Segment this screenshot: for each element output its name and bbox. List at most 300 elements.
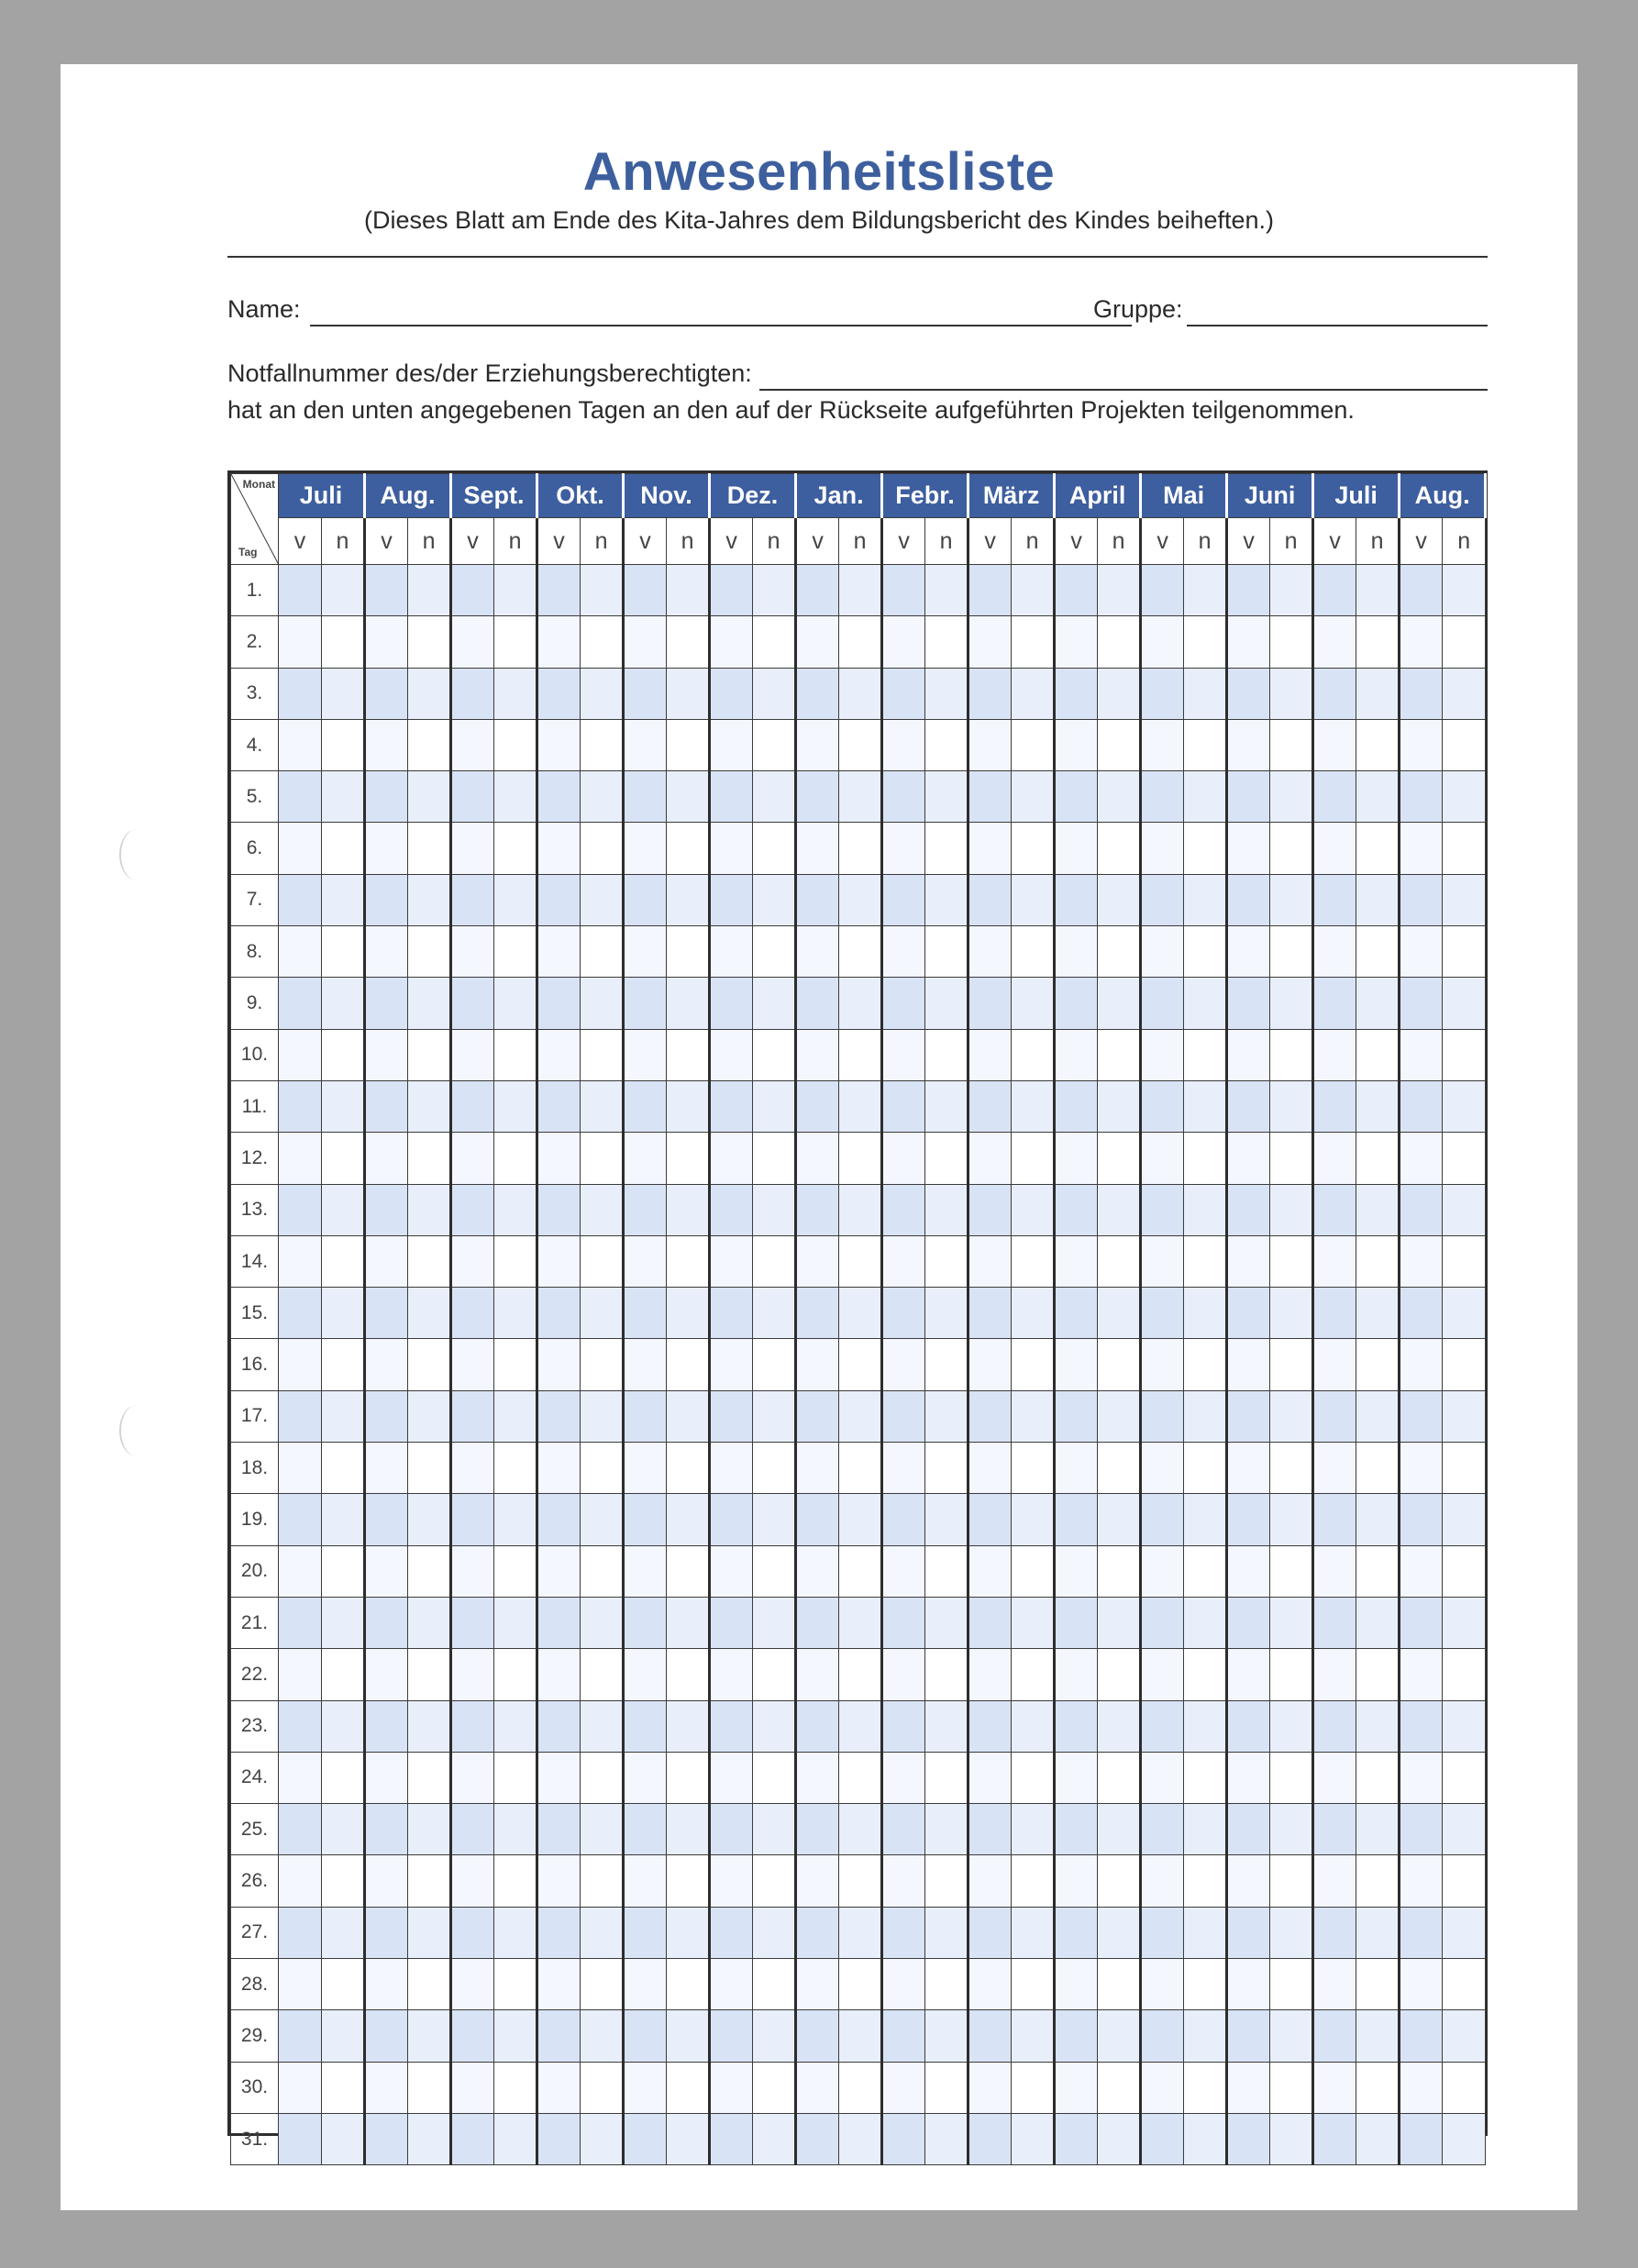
attendance-cell-afternoon[interactable]	[925, 1235, 968, 1287]
attendance-cell-afternoon[interactable]	[1098, 2010, 1141, 2062]
attendance-cell-morning[interactable]	[279, 2113, 322, 2164]
attendance-cell-afternoon[interactable]	[1270, 1339, 1313, 1390]
attendance-cell-morning[interactable]	[537, 1597, 581, 1648]
attendance-cell-afternoon[interactable]	[753, 1339, 796, 1390]
attendance-cell-afternoon[interactable]	[667, 1235, 710, 1287]
attendance-cell-morning[interactable]	[1055, 616, 1098, 668]
attendance-cell-afternoon[interactable]	[494, 1184, 537, 1235]
attendance-cell-afternoon[interactable]	[494, 1235, 537, 1287]
attendance-cell-morning[interactable]	[451, 1649, 494, 1700]
attendance-cell-afternoon[interactable]	[839, 668, 882, 719]
attendance-cell-morning[interactable]	[1055, 1494, 1098, 1545]
attendance-cell-morning[interactable]	[451, 1080, 494, 1132]
attendance-cell-morning[interactable]	[1313, 668, 1356, 719]
attendance-cell-morning[interactable]	[537, 1804, 581, 1855]
attendance-cell-afternoon[interactable]	[581, 1133, 624, 1184]
attendance-cell-morning[interactable]	[1141, 719, 1184, 770]
attendance-cell-morning[interactable]	[1313, 2113, 1356, 2164]
attendance-cell-afternoon[interactable]	[494, 1752, 537, 1803]
group-field[interactable]	[1187, 325, 1488, 326]
emergency-number-field[interactable]	[759, 389, 1488, 391]
attendance-cell-morning[interactable]	[1227, 823, 1270, 874]
attendance-cell-afternoon[interactable]	[1012, 1545, 1055, 1597]
attendance-cell-afternoon[interactable]	[925, 874, 968, 925]
attendance-cell-morning[interactable]	[624, 926, 667, 978]
attendance-cell-afternoon[interactable]	[925, 668, 968, 719]
attendance-cell-afternoon[interactable]	[1270, 1855, 1313, 1907]
attendance-cell-afternoon[interactable]	[322, 1288, 365, 1339]
attendance-cell-afternoon[interactable]	[753, 1855, 796, 1907]
attendance-cell-afternoon[interactable]	[1443, 978, 1486, 1029]
attendance-cell-afternoon[interactable]	[1012, 771, 1055, 823]
attendance-cell-afternoon[interactable]	[1443, 1029, 1486, 1080]
attendance-cell-afternoon[interactable]	[667, 2010, 710, 2062]
attendance-cell-morning[interactable]	[537, 1133, 581, 1184]
attendance-cell-afternoon[interactable]	[1012, 719, 1055, 770]
attendance-cell-morning[interactable]	[279, 823, 322, 874]
attendance-cell-morning[interactable]	[1141, 1855, 1184, 1907]
attendance-cell-morning[interactable]	[624, 1080, 667, 1132]
attendance-cell-morning[interactable]	[882, 1752, 925, 1803]
attendance-cell-morning[interactable]	[1055, 874, 1098, 925]
attendance-cell-afternoon[interactable]	[322, 1390, 365, 1442]
attendance-cell-morning[interactable]	[537, 1907, 581, 1958]
attendance-cell-morning[interactable]	[968, 1288, 1012, 1339]
attendance-cell-afternoon[interactable]	[408, 926, 451, 978]
attendance-cell-afternoon[interactable]	[408, 1184, 451, 1235]
attendance-cell-afternoon[interactable]	[1184, 1752, 1227, 1803]
attendance-cell-morning[interactable]	[882, 668, 925, 719]
attendance-cell-morning[interactable]	[796, 771, 839, 823]
attendance-cell-morning[interactable]	[537, 1545, 581, 1597]
attendance-cell-morning[interactable]	[1055, 1080, 1098, 1132]
attendance-cell-morning[interactable]	[796, 874, 839, 925]
attendance-cell-morning[interactable]	[365, 616, 408, 668]
attendance-cell-afternoon[interactable]	[839, 565, 882, 616]
attendance-cell-afternoon[interactable]	[322, 1080, 365, 1132]
attendance-cell-morning[interactable]	[710, 1133, 753, 1184]
attendance-cell-afternoon[interactable]	[494, 1029, 537, 1080]
attendance-cell-afternoon[interactable]	[494, 1390, 537, 1442]
attendance-cell-morning[interactable]	[1313, 1804, 1356, 1855]
attendance-cell-afternoon[interactable]	[1443, 1804, 1486, 1855]
attendance-cell-morning[interactable]	[1227, 719, 1270, 770]
attendance-cell-morning[interactable]	[1141, 565, 1184, 616]
attendance-cell-afternoon[interactable]	[1184, 1959, 1227, 2010]
attendance-cell-afternoon[interactable]	[925, 1855, 968, 1907]
attendance-cell-morning[interactable]	[1141, 1752, 1184, 1803]
attendance-cell-morning[interactable]	[1313, 1080, 1356, 1132]
attendance-cell-morning[interactable]	[1313, 1443, 1356, 1494]
attendance-cell-afternoon[interactable]	[494, 1133, 537, 1184]
attendance-cell-morning[interactable]	[968, 1494, 1012, 1545]
attendance-cell-afternoon[interactable]	[839, 1339, 882, 1390]
attendance-cell-afternoon[interactable]	[1270, 2113, 1313, 2164]
attendance-cell-morning[interactable]	[1400, 1752, 1443, 1803]
attendance-cell-afternoon[interactable]	[1270, 1545, 1313, 1597]
attendance-cell-morning[interactable]	[1400, 1339, 1443, 1390]
attendance-cell-morning[interactable]	[279, 1597, 322, 1648]
attendance-cell-afternoon[interactable]	[408, 1597, 451, 1648]
attendance-cell-afternoon[interactable]	[1012, 1649, 1055, 1700]
attendance-cell-afternoon[interactable]	[1098, 1959, 1141, 2010]
attendance-cell-afternoon[interactable]	[1184, 668, 1227, 719]
attendance-cell-morning[interactable]	[365, 719, 408, 770]
attendance-cell-morning[interactable]	[365, 1494, 408, 1545]
attendance-cell-morning[interactable]	[1313, 1649, 1356, 1700]
attendance-cell-afternoon[interactable]	[839, 1494, 882, 1545]
attendance-cell-afternoon[interactable]	[581, 565, 624, 616]
attendance-cell-afternoon[interactable]	[1356, 1288, 1400, 1339]
attendance-cell-morning[interactable]	[451, 1235, 494, 1287]
attendance-cell-afternoon[interactable]	[1443, 1288, 1486, 1339]
attendance-cell-morning[interactable]	[710, 926, 753, 978]
attendance-cell-afternoon[interactable]	[1184, 2113, 1227, 2164]
attendance-cell-afternoon[interactable]	[925, 1390, 968, 1442]
attendance-cell-afternoon[interactable]	[1356, 926, 1400, 978]
attendance-cell-morning[interactable]	[882, 719, 925, 770]
attendance-cell-morning[interactable]	[1055, 771, 1098, 823]
attendance-cell-afternoon[interactable]	[839, 1700, 882, 1752]
attendance-cell-afternoon[interactable]	[1012, 1804, 1055, 1855]
attendance-cell-morning[interactable]	[279, 1855, 322, 1907]
attendance-cell-afternoon[interactable]	[494, 565, 537, 616]
attendance-cell-afternoon[interactable]	[581, 874, 624, 925]
attendance-cell-morning[interactable]	[1227, 1700, 1270, 1752]
attendance-cell-morning[interactable]	[796, 668, 839, 719]
attendance-cell-afternoon[interactable]	[1184, 1184, 1227, 1235]
attendance-cell-afternoon[interactable]	[494, 668, 537, 719]
attendance-cell-afternoon[interactable]	[1356, 1080, 1400, 1132]
attendance-cell-afternoon[interactable]	[667, 1443, 710, 1494]
attendance-cell-afternoon[interactable]	[1443, 823, 1486, 874]
attendance-cell-morning[interactable]	[1400, 1390, 1443, 1442]
attendance-cell-morning[interactable]	[1141, 2062, 1184, 2113]
attendance-cell-afternoon[interactable]	[408, 1288, 451, 1339]
attendance-cell-afternoon[interactable]	[322, 2062, 365, 2113]
attendance-cell-afternoon[interactable]	[581, 1597, 624, 1648]
attendance-cell-morning[interactable]	[1141, 1339, 1184, 1390]
attendance-cell-morning[interactable]	[451, 1184, 494, 1235]
attendance-cell-afternoon[interactable]	[925, 719, 968, 770]
attendance-cell-morning[interactable]	[1141, 771, 1184, 823]
attendance-cell-afternoon[interactable]	[1184, 874, 1227, 925]
attendance-cell-morning[interactable]	[1227, 2010, 1270, 2062]
attendance-cell-morning[interactable]	[1141, 1959, 1184, 2010]
attendance-cell-afternoon[interactable]	[408, 1545, 451, 1597]
attendance-cell-morning[interactable]	[1055, 823, 1098, 874]
attendance-cell-morning[interactable]	[882, 1080, 925, 1132]
attendance-cell-morning[interactable]	[365, 1184, 408, 1235]
attendance-cell-morning[interactable]	[968, 1700, 1012, 1752]
attendance-cell-afternoon[interactable]	[1012, 565, 1055, 616]
attendance-cell-morning[interactable]	[796, 1597, 839, 1648]
attendance-cell-afternoon[interactable]	[581, 1700, 624, 1752]
attendance-cell-morning[interactable]	[365, 1804, 408, 1855]
attendance-cell-afternoon[interactable]	[667, 771, 710, 823]
attendance-cell-morning[interactable]	[1313, 1855, 1356, 1907]
attendance-cell-morning[interactable]	[1400, 2062, 1443, 2113]
attendance-cell-morning[interactable]	[1141, 1494, 1184, 1545]
attendance-cell-afternoon[interactable]	[1270, 1080, 1313, 1132]
attendance-cell-afternoon[interactable]	[839, 1029, 882, 1080]
attendance-cell-afternoon[interactable]	[1098, 1649, 1141, 1700]
attendance-cell-afternoon[interactable]	[494, 978, 537, 1029]
attendance-cell-morning[interactable]	[1400, 1649, 1443, 1700]
attendance-cell-morning[interactable]	[710, 1855, 753, 1907]
attendance-cell-afternoon[interactable]	[1356, 2010, 1400, 2062]
attendance-cell-morning[interactable]	[624, 616, 667, 668]
attendance-cell-afternoon[interactable]	[1098, 1752, 1141, 1803]
attendance-cell-morning[interactable]	[451, 719, 494, 770]
attendance-cell-afternoon[interactable]	[1270, 668, 1313, 719]
attendance-cell-morning[interactable]	[796, 1443, 839, 1494]
attendance-cell-afternoon[interactable]	[753, 1700, 796, 1752]
attendance-cell-afternoon[interactable]	[839, 1855, 882, 1907]
attendance-cell-afternoon[interactable]	[322, 771, 365, 823]
attendance-cell-afternoon[interactable]	[667, 1700, 710, 1752]
attendance-cell-afternoon[interactable]	[494, 1597, 537, 1648]
attendance-cell-morning[interactable]	[1400, 1907, 1443, 1958]
attendance-cell-morning[interactable]	[1227, 926, 1270, 978]
attendance-cell-morning[interactable]	[279, 668, 322, 719]
attendance-cell-afternoon[interactable]	[667, 616, 710, 668]
attendance-cell-morning[interactable]	[451, 978, 494, 1029]
attendance-cell-morning[interactable]	[1313, 874, 1356, 925]
attendance-cell-morning[interactable]	[882, 2010, 925, 2062]
attendance-cell-afternoon[interactable]	[1184, 823, 1227, 874]
attendance-cell-afternoon[interactable]	[1270, 771, 1313, 823]
attendance-cell-afternoon[interactable]	[1012, 1907, 1055, 1958]
attendance-cell-afternoon[interactable]	[1184, 1855, 1227, 1907]
attendance-cell-afternoon[interactable]	[581, 1649, 624, 1700]
attendance-cell-morning[interactable]	[624, 1133, 667, 1184]
attendance-cell-afternoon[interactable]	[1356, 1907, 1400, 1958]
attendance-cell-afternoon[interactable]	[925, 565, 968, 616]
attendance-cell-afternoon[interactable]	[1012, 1700, 1055, 1752]
attendance-cell-afternoon[interactable]	[1443, 1700, 1486, 1752]
attendance-cell-afternoon[interactable]	[1356, 719, 1400, 770]
attendance-cell-afternoon[interactable]	[322, 1855, 365, 1907]
attendance-cell-afternoon[interactable]	[753, 1443, 796, 1494]
attendance-cell-morning[interactable]	[796, 1855, 839, 1907]
attendance-cell-morning[interactable]	[968, 1235, 1012, 1287]
attendance-cell-morning[interactable]	[796, 1752, 839, 1803]
attendance-cell-afternoon[interactable]	[1356, 1339, 1400, 1390]
attendance-cell-afternoon[interactable]	[1270, 1804, 1313, 1855]
attendance-cell-morning[interactable]	[1141, 1700, 1184, 1752]
attendance-cell-afternoon[interactable]	[753, 1907, 796, 1958]
attendance-cell-afternoon[interactable]	[839, 1133, 882, 1184]
attendance-cell-morning[interactable]	[968, 823, 1012, 874]
attendance-cell-morning[interactable]	[1055, 1184, 1098, 1235]
attendance-cell-afternoon[interactable]	[667, 1907, 710, 1958]
attendance-cell-afternoon[interactable]	[839, 1288, 882, 1339]
attendance-cell-afternoon[interactable]	[753, 1545, 796, 1597]
attendance-cell-morning[interactable]	[537, 1494, 581, 1545]
attendance-cell-afternoon[interactable]	[581, 823, 624, 874]
attendance-cell-afternoon[interactable]	[1184, 1339, 1227, 1390]
attendance-cell-afternoon[interactable]	[322, 1494, 365, 1545]
attendance-cell-morning[interactable]	[710, 1649, 753, 1700]
attendance-cell-morning[interactable]	[882, 1288, 925, 1339]
attendance-cell-morning[interactable]	[796, 2113, 839, 2164]
attendance-cell-morning[interactable]	[968, 1184, 1012, 1235]
attendance-cell-morning[interactable]	[796, 978, 839, 1029]
attendance-cell-afternoon[interactable]	[1270, 1597, 1313, 1648]
attendance-cell-afternoon[interactable]	[581, 1494, 624, 1545]
attendance-cell-afternoon[interactable]	[753, 2113, 796, 2164]
attendance-cell-afternoon[interactable]	[839, 1752, 882, 1803]
attendance-cell-afternoon[interactable]	[839, 1649, 882, 1700]
attendance-cell-afternoon[interactable]	[1270, 1235, 1313, 1287]
attendance-cell-morning[interactable]	[537, 823, 581, 874]
attendance-cell-morning[interactable]	[882, 2113, 925, 2164]
attendance-cell-afternoon[interactable]	[839, 1959, 882, 2010]
attendance-cell-morning[interactable]	[537, 1700, 581, 1752]
attendance-cell-morning[interactable]	[968, 1855, 1012, 1907]
attendance-cell-afternoon[interactable]	[1012, 2062, 1055, 2113]
attendance-cell-morning[interactable]	[1227, 1752, 1270, 1803]
attendance-cell-morning[interactable]	[279, 1545, 322, 1597]
attendance-cell-morning[interactable]	[710, 1959, 753, 2010]
attendance-cell-afternoon[interactable]	[1270, 926, 1313, 978]
attendance-cell-afternoon[interactable]	[1270, 1649, 1313, 1700]
attendance-cell-morning[interactable]	[1400, 668, 1443, 719]
attendance-cell-morning[interactable]	[279, 1959, 322, 2010]
attendance-cell-afternoon[interactable]	[581, 1080, 624, 1132]
attendance-cell-afternoon[interactable]	[581, 771, 624, 823]
attendance-cell-morning[interactable]	[710, 1029, 753, 1080]
attendance-cell-afternoon[interactable]	[1184, 1545, 1227, 1597]
attendance-cell-afternoon[interactable]	[1098, 874, 1141, 925]
attendance-cell-morning[interactable]	[968, 2113, 1012, 2164]
attendance-cell-morning[interactable]	[451, 616, 494, 668]
attendance-cell-morning[interactable]	[1400, 874, 1443, 925]
attendance-cell-morning[interactable]	[968, 1029, 1012, 1080]
attendance-cell-morning[interactable]	[365, 1443, 408, 1494]
attendance-cell-morning[interactable]	[624, 1597, 667, 1648]
attendance-cell-afternoon[interactable]	[408, 1700, 451, 1752]
attendance-cell-afternoon[interactable]	[408, 565, 451, 616]
attendance-cell-afternoon[interactable]	[494, 926, 537, 978]
name-field[interactable]	[310, 325, 1132, 326]
attendance-cell-afternoon[interactable]	[1012, 1597, 1055, 1648]
attendance-cell-afternoon[interactable]	[1356, 771, 1400, 823]
attendance-cell-afternoon[interactable]	[494, 1804, 537, 1855]
attendance-cell-morning[interactable]	[1400, 1700, 1443, 1752]
attendance-cell-afternoon[interactable]	[753, 874, 796, 925]
attendance-cell-afternoon[interactable]	[667, 2062, 710, 2113]
attendance-cell-afternoon[interactable]	[1356, 1597, 1400, 1648]
attendance-cell-morning[interactable]	[1313, 565, 1356, 616]
attendance-cell-afternoon[interactable]	[322, 1235, 365, 1287]
attendance-cell-morning[interactable]	[1400, 1235, 1443, 1287]
attendance-cell-morning[interactable]	[796, 1494, 839, 1545]
attendance-cell-afternoon[interactable]	[1443, 1080, 1486, 1132]
attendance-cell-afternoon[interactable]	[408, 1029, 451, 1080]
attendance-cell-morning[interactable]	[451, 1700, 494, 1752]
attendance-cell-morning[interactable]	[451, 1545, 494, 1597]
attendance-cell-morning[interactable]	[365, 1029, 408, 1080]
attendance-cell-afternoon[interactable]	[1012, 616, 1055, 668]
attendance-cell-afternoon[interactable]	[1012, 1494, 1055, 1545]
attendance-cell-morning[interactable]	[1227, 1545, 1270, 1597]
attendance-cell-morning[interactable]	[537, 978, 581, 1029]
attendance-cell-afternoon[interactable]	[1098, 1494, 1141, 1545]
attendance-cell-afternoon[interactable]	[1184, 1700, 1227, 1752]
attendance-cell-afternoon[interactable]	[494, 1855, 537, 1907]
attendance-cell-afternoon[interactable]	[925, 1133, 968, 1184]
attendance-cell-afternoon[interactable]	[1356, 1390, 1400, 1442]
attendance-cell-morning[interactable]	[1055, 1133, 1098, 1184]
attendance-cell-morning[interactable]	[365, 1133, 408, 1184]
attendance-cell-afternoon[interactable]	[1098, 719, 1141, 770]
attendance-cell-afternoon[interactable]	[839, 771, 882, 823]
attendance-cell-afternoon[interactable]	[322, 616, 365, 668]
attendance-cell-morning[interactable]	[1400, 1080, 1443, 1132]
attendance-cell-morning[interactable]	[1055, 2010, 1098, 2062]
attendance-cell-morning[interactable]	[1400, 771, 1443, 823]
attendance-cell-afternoon[interactable]	[581, 616, 624, 668]
attendance-cell-morning[interactable]	[710, 1080, 753, 1132]
attendance-cell-morning[interactable]	[1227, 1649, 1270, 1700]
attendance-cell-morning[interactable]	[968, 1597, 1012, 1648]
attendance-cell-morning[interactable]	[1400, 1597, 1443, 1648]
attendance-cell-morning[interactable]	[710, 616, 753, 668]
attendance-cell-afternoon[interactable]	[925, 2062, 968, 2113]
attendance-cell-morning[interactable]	[710, 565, 753, 616]
attendance-cell-morning[interactable]	[451, 926, 494, 978]
attendance-cell-morning[interactable]	[710, 978, 753, 1029]
attendance-cell-morning[interactable]	[451, 1288, 494, 1339]
attendance-cell-morning[interactable]	[365, 771, 408, 823]
attendance-cell-afternoon[interactable]	[408, 1649, 451, 1700]
attendance-cell-afternoon[interactable]	[408, 1390, 451, 1442]
attendance-cell-afternoon[interactable]	[1443, 1959, 1486, 2010]
attendance-cell-morning[interactable]	[710, 1339, 753, 1390]
attendance-cell-morning[interactable]	[882, 1804, 925, 1855]
attendance-cell-afternoon[interactable]	[1012, 1133, 1055, 1184]
attendance-cell-morning[interactable]	[624, 1494, 667, 1545]
attendance-cell-afternoon[interactable]	[839, 1235, 882, 1287]
attendance-cell-morning[interactable]	[279, 771, 322, 823]
attendance-cell-morning[interactable]	[1227, 668, 1270, 719]
attendance-cell-morning[interactable]	[1227, 1959, 1270, 2010]
attendance-cell-morning[interactable]	[1141, 1288, 1184, 1339]
attendance-cell-morning[interactable]	[1227, 1339, 1270, 1390]
attendance-cell-afternoon[interactable]	[753, 1597, 796, 1648]
attendance-cell-afternoon[interactable]	[1098, 1339, 1141, 1390]
attendance-cell-morning[interactable]	[624, 1184, 667, 1235]
attendance-cell-morning[interactable]	[537, 2113, 581, 2164]
attendance-cell-morning[interactable]	[279, 1288, 322, 1339]
attendance-cell-afternoon[interactable]	[1012, 926, 1055, 978]
attendance-cell-afternoon[interactable]	[408, 1855, 451, 1907]
attendance-cell-afternoon[interactable]	[1184, 1390, 1227, 1442]
attendance-cell-morning[interactable]	[710, 1804, 753, 1855]
attendance-cell-afternoon[interactable]	[581, 1390, 624, 1442]
attendance-cell-morning[interactable]	[279, 1184, 322, 1235]
attendance-cell-afternoon[interactable]	[1184, 1235, 1227, 1287]
attendance-cell-afternoon[interactable]	[1443, 1545, 1486, 1597]
attendance-cell-morning[interactable]	[882, 1959, 925, 2010]
attendance-cell-morning[interactable]	[1313, 1288, 1356, 1339]
attendance-cell-afternoon[interactable]	[1184, 1029, 1227, 1080]
attendance-cell-afternoon[interactable]	[322, 1907, 365, 1958]
attendance-cell-afternoon[interactable]	[839, 2113, 882, 2164]
attendance-cell-afternoon[interactable]	[753, 668, 796, 719]
